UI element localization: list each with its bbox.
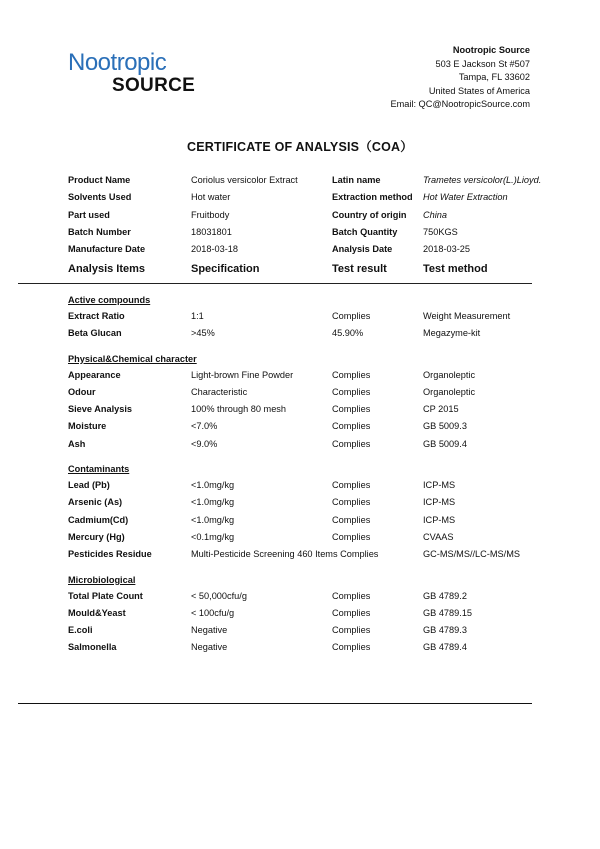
document-title: CERTIFICATE OF ANALYSIS（COA） xyxy=(187,140,413,154)
test-result: Complies xyxy=(332,421,371,432)
test-method: ICP-MS xyxy=(423,497,456,508)
table-row xyxy=(68,477,538,494)
info-label: Batch Number xyxy=(68,226,131,237)
info-value: 18031801 xyxy=(191,226,232,237)
specification: Negative xyxy=(191,642,228,653)
section-gap xyxy=(68,453,538,459)
company-name: Nootropic Source xyxy=(452,45,530,55)
analysis-item: Extract Ratio xyxy=(68,311,125,321)
analysis-item: Mercury (Hg) xyxy=(68,531,125,542)
header-test-result: Test result xyxy=(332,263,387,275)
analysis-table-header xyxy=(68,263,538,281)
header-specification: Specification xyxy=(191,263,260,275)
table-row xyxy=(68,384,538,401)
test-result: Complies xyxy=(332,311,371,321)
test-method: Megazyme-kit xyxy=(423,328,481,339)
specification: 1:1 xyxy=(191,311,204,321)
product-info-table xyxy=(68,172,542,258)
specification: >45% xyxy=(191,328,215,339)
info-label: Product Name xyxy=(68,175,131,185)
test-method: Weight Measurement xyxy=(423,311,511,321)
specification: <1.0mg/kg xyxy=(191,497,235,508)
table-row xyxy=(68,529,538,546)
info-label: Manufacture Date xyxy=(68,244,146,255)
section-title: Contaminants xyxy=(68,464,130,475)
company-address-block xyxy=(390,44,530,112)
test-method: GC-MS/MS//LC-MS/MS xyxy=(423,549,520,560)
info-label: Batch Quantity xyxy=(332,226,398,237)
table-row xyxy=(68,308,538,325)
specification: <0.1mg/kg xyxy=(191,531,235,542)
info-value: Fruitbody xyxy=(191,209,230,220)
section-title: Microbiological xyxy=(68,574,136,585)
specification: <7.0% xyxy=(191,421,218,432)
address-country: United States of America xyxy=(428,85,530,96)
test-method: CP 2015 xyxy=(423,404,459,415)
analysis-item: Pesticides Residue xyxy=(68,549,152,560)
header-test-method: Test method xyxy=(423,263,488,275)
address-line-1: 503 E Jackson St #507 xyxy=(435,58,530,69)
logo-line2: SOURCE xyxy=(112,75,196,96)
info-label: Latin name xyxy=(332,175,381,185)
test-result: Complies xyxy=(332,438,371,449)
analysis-table-body xyxy=(68,290,538,657)
specification: <1.0mg/kg xyxy=(191,514,235,525)
specification: < 50,000cfu/g xyxy=(191,590,247,601)
analysis-item: Sieve Analysis xyxy=(68,404,133,415)
specification: 100% through 80 mesh xyxy=(191,404,287,415)
info-row xyxy=(68,241,538,258)
test-method: GB 5009.3 xyxy=(423,421,467,432)
specification: Negative xyxy=(191,625,228,636)
table-row xyxy=(68,436,538,453)
test-method: GB 4789.3 xyxy=(423,625,467,636)
analysis-item: Arsenic (As) xyxy=(68,497,123,508)
info-label: Part used xyxy=(68,209,110,220)
info-label: Country of origin xyxy=(332,209,407,220)
test-result: Complies xyxy=(332,625,371,636)
test-method: GB 4789.15 xyxy=(423,607,473,618)
test-result: Complies xyxy=(332,642,371,653)
test-method: GB 4789.2 xyxy=(423,590,467,601)
footer-divider xyxy=(18,703,532,704)
company-email: Email: QC@NootropicSource.com xyxy=(390,99,530,110)
table-row xyxy=(68,512,538,529)
info-value: Hot Water Extraction xyxy=(423,192,508,203)
test-method: ICP-MS xyxy=(423,480,456,491)
test-method: CVAAS xyxy=(423,531,454,542)
info-row xyxy=(68,189,538,206)
table-row xyxy=(68,401,538,418)
test-result: Complies xyxy=(332,404,371,415)
info-row xyxy=(68,224,538,241)
test-result: 45.90% xyxy=(332,328,364,339)
info-value: 750KGS xyxy=(423,226,458,237)
section-gap xyxy=(68,564,538,570)
table-row xyxy=(68,418,538,435)
specification: <1.0mg/kg xyxy=(191,480,235,491)
table-row xyxy=(68,325,538,342)
section-title: Physical&Chemical character xyxy=(68,353,197,364)
specification: Light-brown Fine Powder xyxy=(191,369,294,380)
info-label: Solvents Used xyxy=(68,192,132,203)
analysis-item: Lead (Pb) xyxy=(68,480,110,491)
analysis-item: Beta Glucan xyxy=(68,328,122,339)
header-analysis-items: Analysis Items xyxy=(68,263,146,275)
info-label: Analysis Date xyxy=(332,244,393,255)
specification: Characteristic xyxy=(191,386,248,397)
analysis-item: Moisture xyxy=(68,421,107,432)
section-gap xyxy=(68,343,538,349)
test-result: Complies xyxy=(332,369,371,380)
analysis-item: Cadmium(Cd) xyxy=(68,514,129,525)
section-title: Active compounds xyxy=(68,295,151,305)
test-result: Complies xyxy=(332,497,371,508)
analysis-item: Odour xyxy=(68,386,96,397)
info-value: Hot water xyxy=(191,192,231,203)
table-row xyxy=(68,605,538,622)
info-value: 2018-03-18 xyxy=(191,244,238,255)
test-method: GB 5009.4 xyxy=(423,438,467,449)
info-row xyxy=(68,172,542,189)
test-method: Organoleptic xyxy=(423,386,476,397)
info-value: 2018-03-25 xyxy=(423,244,470,255)
analysis-item: E.coli xyxy=(68,625,93,636)
test-result: Complies xyxy=(332,531,371,542)
header-divider xyxy=(18,283,532,284)
table-row xyxy=(68,588,538,605)
test-result: Complies xyxy=(332,607,371,618)
specification: < 100cfu/g xyxy=(191,607,235,618)
logo-line1: Nootropic xyxy=(68,49,167,76)
table-row xyxy=(68,622,538,639)
table-row xyxy=(68,494,538,511)
table-row xyxy=(68,367,538,384)
test-result: Complies xyxy=(332,514,371,525)
address-line-2: Tampa, FL 33602 xyxy=(458,72,530,83)
info-value: Trametes versicolor(L.)Lioyd. xyxy=(423,175,542,185)
table-row xyxy=(68,639,538,656)
test-result: Complies xyxy=(332,590,371,601)
analysis-item: Appearance xyxy=(68,369,121,380)
analysis-item: Mould&Yeast xyxy=(68,607,126,618)
analysis-item: Salmonella xyxy=(68,642,117,653)
specification: Multi-Pesticide Screening 460 Items Complies xyxy=(191,549,379,560)
table-row xyxy=(68,546,538,563)
analysis-item: Ash xyxy=(68,438,86,449)
test-result: Complies xyxy=(332,386,371,397)
test-method: Organoleptic xyxy=(423,369,476,380)
info-row xyxy=(68,207,538,224)
logo xyxy=(68,50,195,96)
test-method: GB 4789.4 xyxy=(423,642,467,653)
test-method: ICP-MS xyxy=(423,514,456,525)
test-result: Complies xyxy=(332,480,371,491)
info-value: Coriolus versicolor Extract xyxy=(191,175,298,185)
info-value: China xyxy=(423,209,448,220)
specification: <9.0% xyxy=(191,438,218,449)
info-label: Extraction method xyxy=(332,192,413,203)
analysis-item: Total Plate Count xyxy=(68,590,143,601)
